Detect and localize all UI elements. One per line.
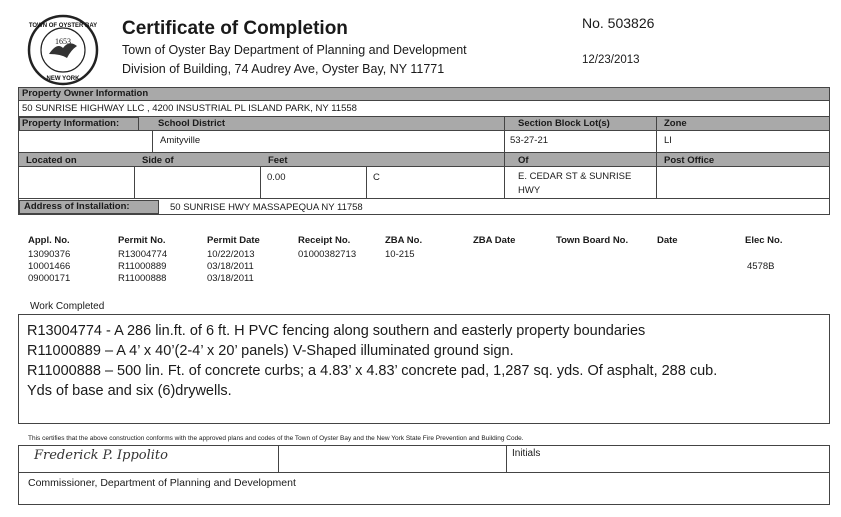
feet-label: Feet (268, 155, 288, 166)
work-line-3: R11000888 – 500 lin. Ft. of concrete curbs; a 4.83’ x 4.83’ concrete pad, 1,287 sq. yds. Of asphalt, 288 cub. (27, 363, 718, 379)
permit-date-2: 03/18/2011 (207, 261, 254, 272)
tb-date-header: Date (657, 235, 678, 246)
permit-date-1: 10/22/2013 (207, 249, 255, 260)
permit-no-2: R11000889 (118, 261, 167, 272)
receipt-no-header: Receipt No. (298, 235, 351, 246)
install-address-label: Address of Installation: (24, 201, 130, 212)
commissioner-signature: Frederick P. Ippolito (34, 448, 168, 463)
work-completed-box (18, 314, 830, 424)
school-district-label: School District (158, 118, 226, 129)
certificate-date: 12/23/2013 (582, 54, 640, 66)
work-line-4: Yds of base and six (6)drywells. (27, 383, 232, 399)
elec-no-header: Elec No. (745, 235, 783, 246)
seal-year: 1653 (55, 37, 71, 46)
town-board-header: Town Board No. (556, 235, 629, 246)
permit-no-header: Permit No. (118, 235, 166, 246)
located-on-label: Located on (26, 155, 77, 166)
zone-value: LI (664, 135, 672, 146)
of-value: E. CEDAR ST & SUNRISE HWY (518, 171, 632, 196)
property-info-label: Property Information: (22, 118, 120, 129)
initials-label: Initials (512, 448, 541, 459)
receipt-no-1: 01000382713 (298, 249, 357, 260)
town-seal (27, 14, 99, 86)
permit-date-3: 03/18/2011 (207, 273, 254, 284)
certificate-title: Certificate of Completion (122, 18, 348, 39)
appl-no-2: 10001466 (28, 261, 71, 272)
of-label: Of (518, 155, 529, 166)
seal-top-text: TOWN OF OYSTER BAY (28, 23, 98, 29)
zba-date-header: ZBA Date (473, 235, 516, 246)
permit-date-header: Permit Date (207, 235, 260, 246)
work-completed-label: Work Completed (30, 301, 105, 312)
install-address-value: 50 SUNRISE HWY MASSAPEQUA NY 11758 (170, 202, 363, 213)
certificate-number: No. 503826 (582, 15, 655, 31)
division-line: Division of Building, 74 Audrey Ave, Oyster Bay, NY 11771 (122, 62, 445, 76)
owner-value: 50 SUNRISE HIGHWAY LLC , 4200 INSUSTRIAL PL ISLAND PARK, NY 11558 (22, 103, 357, 114)
appl-no-header: Appl. No. (28, 235, 70, 246)
side-of-label: Side of (142, 155, 174, 166)
commissioner-title: Commissioner, Department of Planning and Development (28, 477, 296, 489)
sbl-value: 53-27-21 (510, 135, 549, 146)
school-district-value: Amityville (160, 135, 201, 146)
department-line: Town of Oyster Bay Department of Planning and Development (122, 43, 467, 57)
property-header-bar (19, 117, 829, 131)
sbl-label: Section Block Lot(s) (518, 118, 610, 129)
zba-no-header: ZBA No. (385, 235, 423, 246)
appl-no-1: 13090376 (28, 249, 71, 260)
zone-label: Zone (664, 118, 687, 129)
permit-no-1: R13004774 (118, 249, 168, 260)
zba-no-1: 10-215 (385, 249, 415, 260)
work-line-2: R11000889 – A 4’ x 40’(2-4’ x 20’ panels) V-Shaped illuminated ground sign. (27, 343, 514, 359)
appl-no-3: 09000171 (28, 273, 71, 284)
certification-statement: This certifies that the above construction conforms with the approved plans and codes of the Town of Oyster Bay and the New York State Fire Prevention and Building Code. (28, 435, 524, 442)
post-office-label: Post Office (664, 155, 715, 166)
direction-value: C (373, 172, 380, 183)
owner-label: Property Owner Information (22, 88, 149, 99)
elec-no-1: 4578B (747, 261, 775, 272)
seal-bottom-text: NEW YORK (46, 76, 80, 82)
feet-value: 0.00 (267, 172, 286, 183)
permit-no-3: R11000888 (118, 273, 167, 284)
work-line-1: R13004774 - A 286 lin.ft. of 6 ft. H PVC fencing along southern and easterly property boundaries (27, 323, 646, 339)
